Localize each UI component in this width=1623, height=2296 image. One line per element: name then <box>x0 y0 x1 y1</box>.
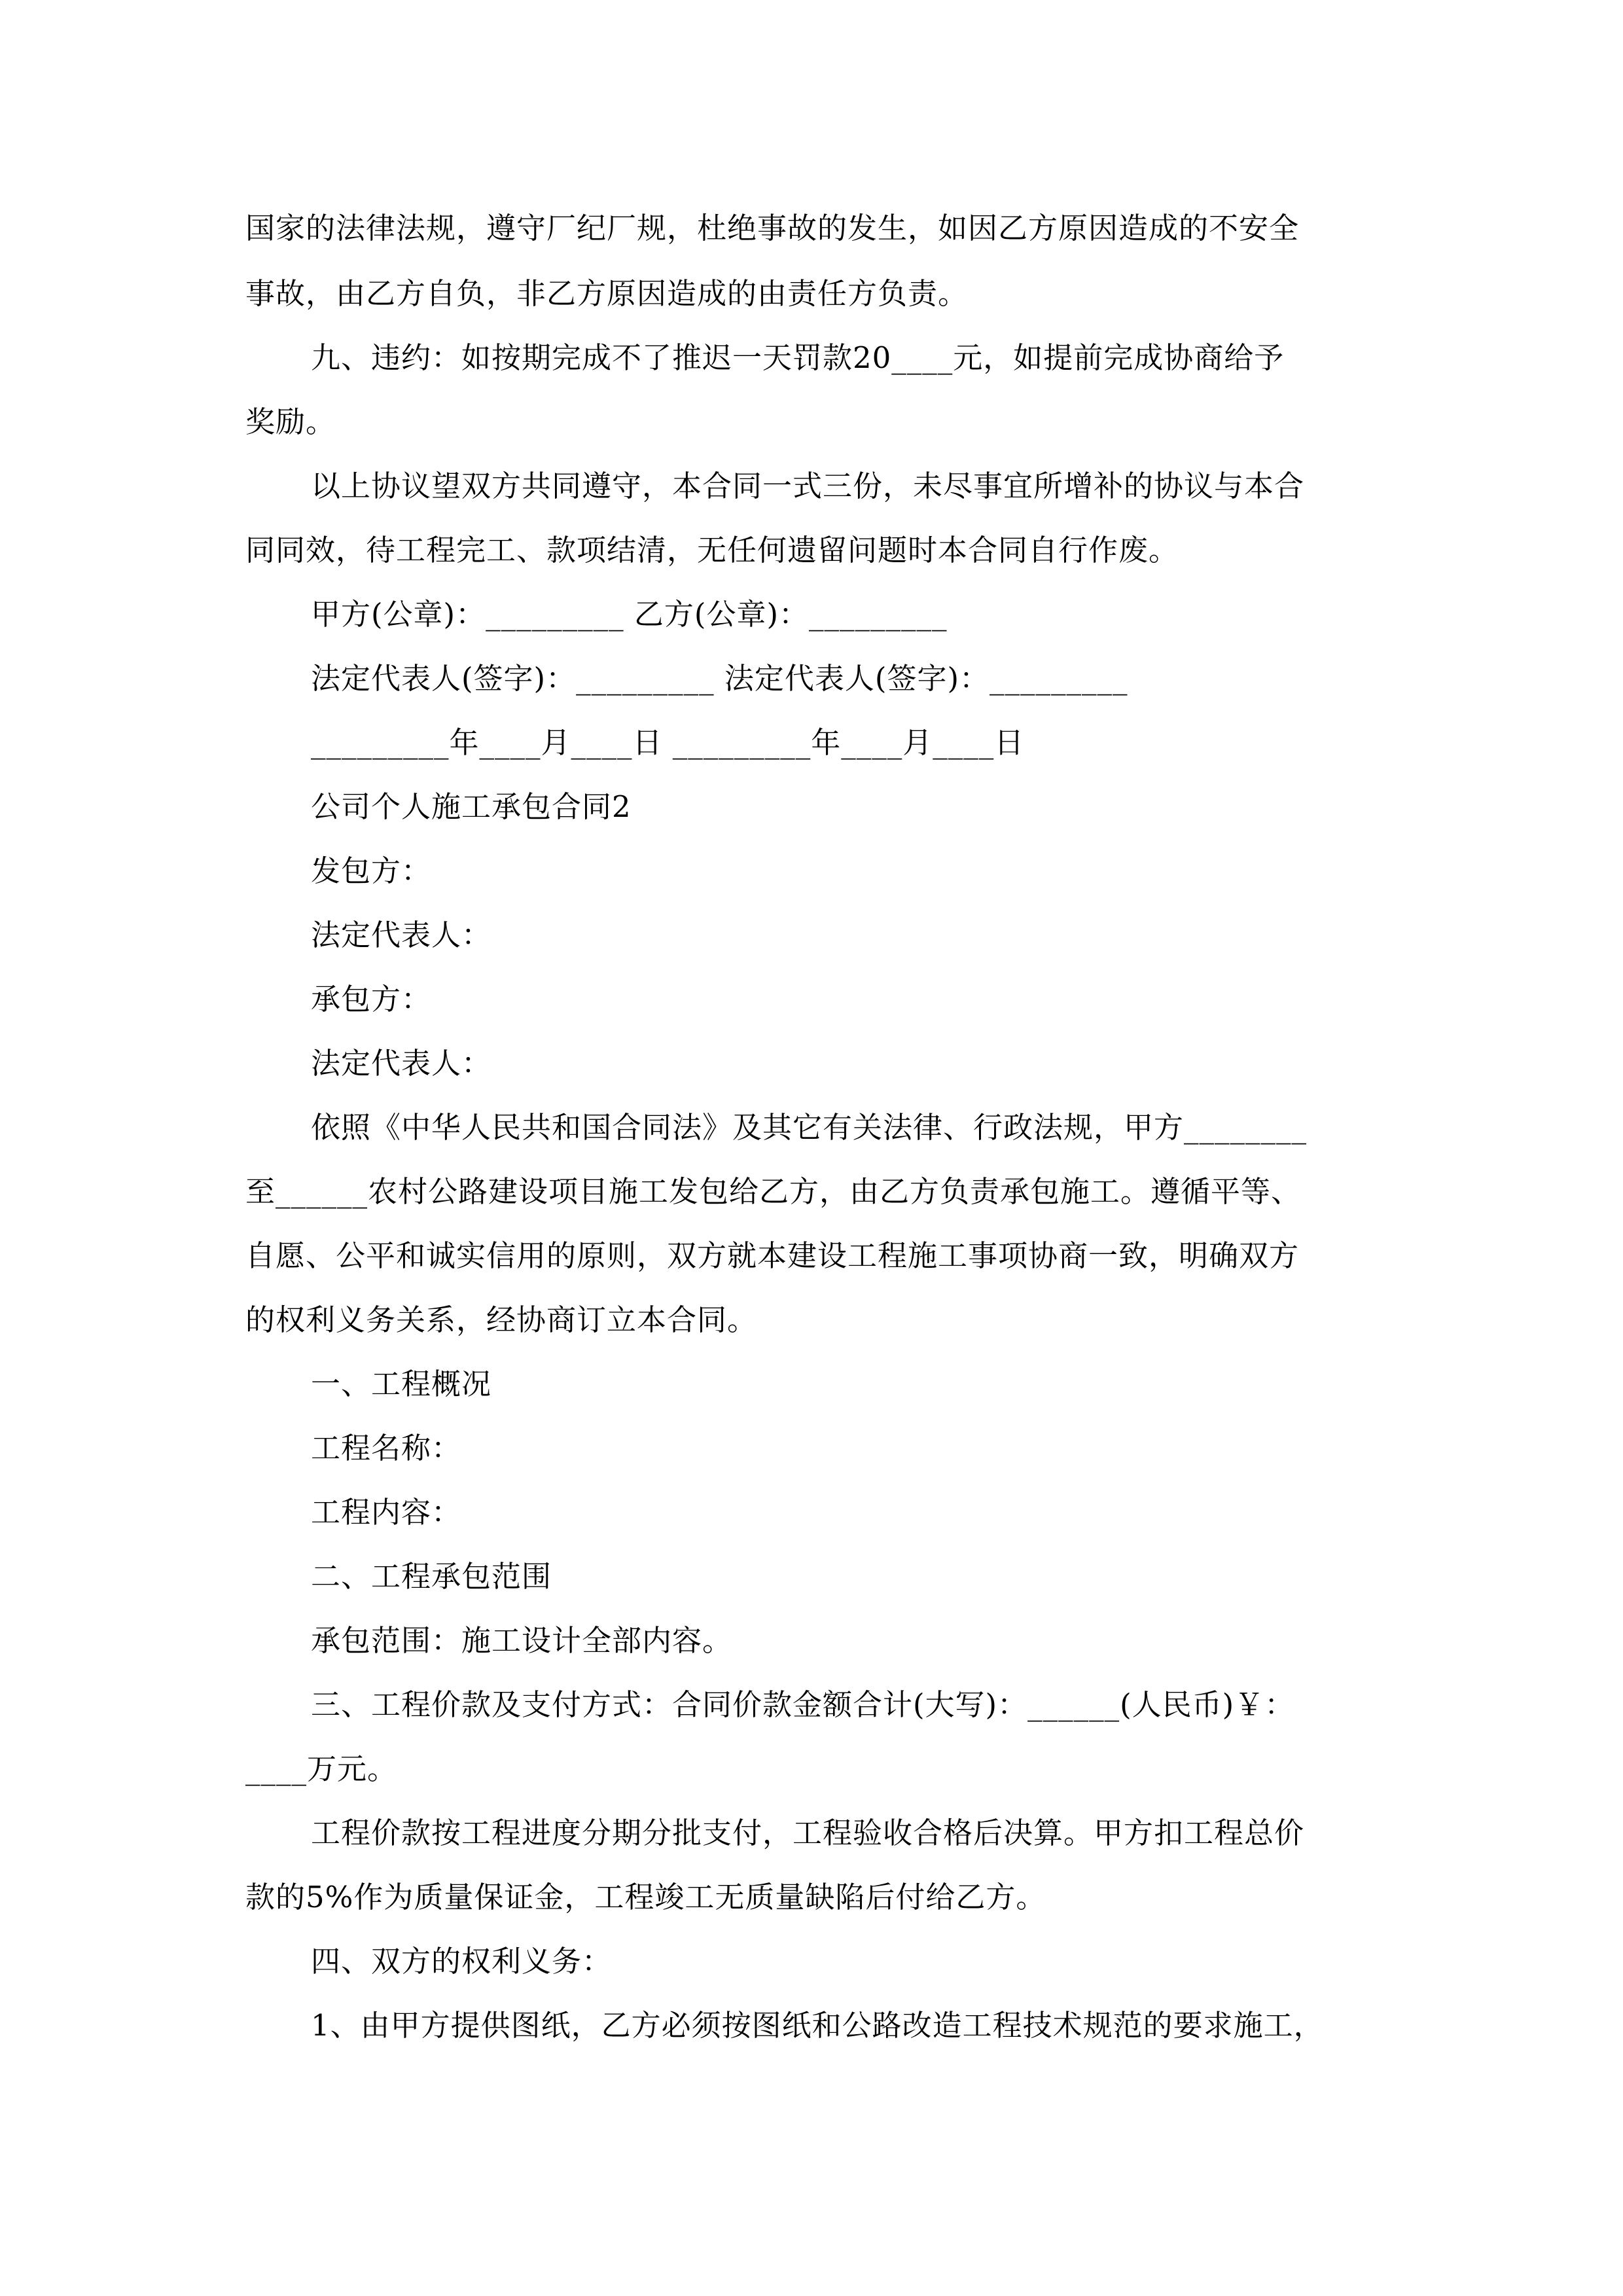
signature-line: 法定代表人(签字)：_________ 法定代表人(签字)：_________ <box>311 661 1128 696</box>
text-line: 工程内容： <box>311 1495 462 1530</box>
text-line: 发包方： <box>311 853 432 888</box>
text-line: 事故，由乙方自负，非乙方原因造成的由责任方负责。 <box>245 276 969 311</box>
text-line: 自愿、公平和诚实信用的原则，双方就本建设工程施工事项协商一致，明确双方 <box>245 1238 1300 1273</box>
text-line: 依照《中华人民共和国合同法》及其它有关法律、行政法规，甲方________ <box>311 1110 1308 1145</box>
date-line: _________年____月____日 _________年____月____日 <box>311 725 1025 760</box>
text-line: 九、违约：如按期完成不了推迟一天罚款20____元，如提前完成协商给予 <box>311 340 1285 375</box>
text-line: 奖励。 <box>245 404 336 439</box>
text-line: 1、由甲方提供图纸，乙方必须按图纸和公路改造工程技术规范的要求施工， <box>311 2008 1324 2043</box>
text-line: 款的5%作为质量保证金，工程竣工无质量缺陷后付给乙方。 <box>245 1880 1046 1914</box>
text-line: 工程价款按工程进度分期分批支付，工程验收合格后决算。甲方扣工程总价 <box>311 1816 1305 1850</box>
text-line: 承包范围：施工设计全部内容。 <box>311 1623 733 1658</box>
text-line: 承包方： <box>311 982 432 1016</box>
text-line: ____万元。 <box>245 1751 398 1786</box>
text-line: 法定代表人： <box>311 918 492 952</box>
section-heading: 二、工程承包范围 <box>311 1559 552 1594</box>
signature-line: 甲方(公章)：_________ 乙方(公章)：_________ <box>311 597 948 632</box>
text-line: 的权利义务关系，经协商订立本合同。 <box>245 1302 758 1337</box>
text-line: 法定代表人： <box>311 1046 492 1081</box>
text-line: 工程名称： <box>311 1431 462 1465</box>
text-line: 至______农村公路建设项目施工发包给乙方，由乙方负责承包施工。遵循平等、 <box>245 1174 1302 1209</box>
text-line: 三、工程价款及支付方式：合同价款金额合计(大写)：______(人民币)￥： <box>311 1687 1295 1722</box>
text-line: 同同效，待工程完工、款项结清，无任何遗留问题时本合同自行作废。 <box>245 533 1179 567</box>
section-heading: 一、工程概况 <box>311 1367 492 1401</box>
section-heading: 四、双方的权利义务： <box>311 1944 613 1979</box>
text-line: 国家的法律法规，遵守厂纪厂规，杜绝事故的发生，如因乙方原因造成的不安全 <box>245 211 1300 245</box>
text-line: 以上协议望双方共同遵守，本合同一式三份，未尽事宜所增补的协议与本合 <box>311 469 1305 503</box>
section-title: 公司个人施工承包合同2 <box>311 789 632 824</box>
